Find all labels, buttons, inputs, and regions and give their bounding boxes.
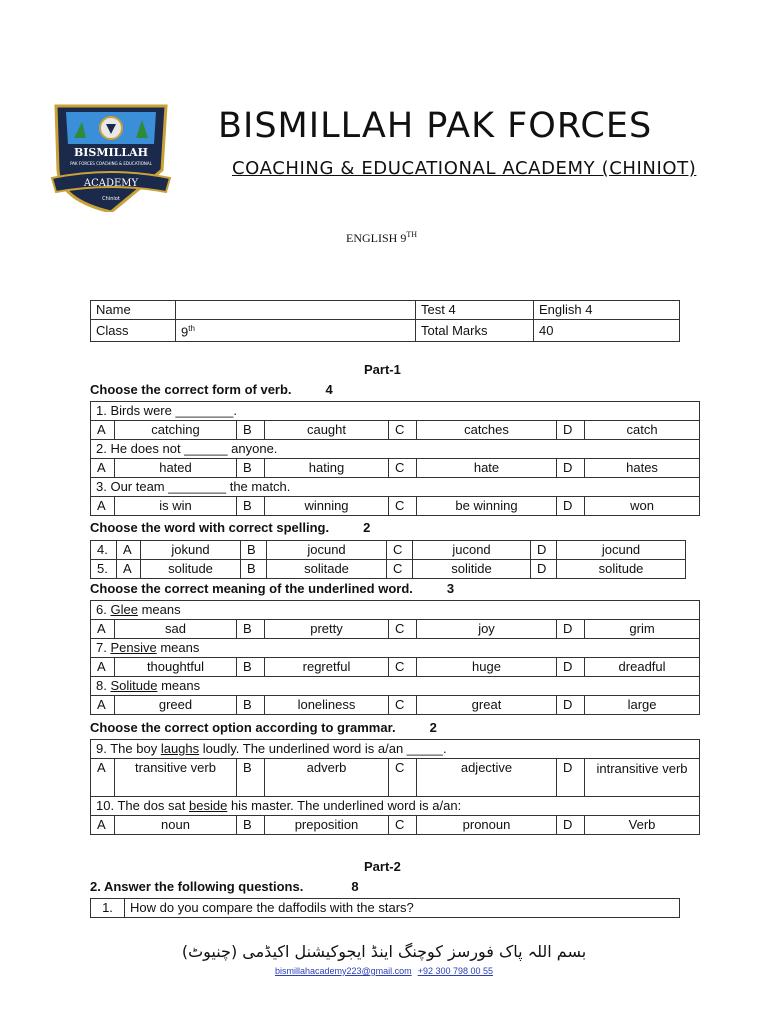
section2-marks: 2 bbox=[363, 520, 371, 535]
option-c[interactable]: hate bbox=[417, 459, 557, 478]
option-b[interactable]: jocund bbox=[267, 541, 387, 560]
question-text: 7. Pensive means bbox=[91, 639, 700, 658]
option-b[interactable]: solitade bbox=[267, 560, 387, 579]
grammar-table bbox=[90, 739, 700, 835]
academy-logo bbox=[50, 100, 172, 212]
options-row: A sad B pretty C joy D grim bbox=[91, 620, 700, 639]
option-b[interactable]: regretful bbox=[265, 658, 389, 677]
section3-heading: Choose the correct meaning of the underlined word. 3 bbox=[90, 581, 455, 596]
question-row bbox=[91, 402, 700, 421]
test-label: Test 4 bbox=[416, 301, 534, 320]
question-text: 6. Glee means bbox=[91, 601, 700, 620]
question-row: 5. A solitude B solitade C solitide D solitude bbox=[91, 560, 686, 579]
footer-urdu-name: بسم اللہ پاک فورسز کوچنگ اینڈ ایجوکیشنل اکیڈمی (چنیوٹ) bbox=[181, 942, 587, 961]
option-c[interactable]: catches bbox=[417, 421, 557, 440]
option-c[interactable]: solitide bbox=[413, 560, 531, 579]
option-a[interactable]: noun bbox=[115, 816, 237, 835]
options-row: A is win B winning C be winning D won bbox=[91, 497, 700, 516]
option-a[interactable]: thoughtful bbox=[115, 658, 237, 677]
option-d[interactable]: catch bbox=[585, 421, 700, 440]
option-a[interactable]: catching bbox=[115, 421, 237, 440]
marks-label: Total Marks bbox=[416, 320, 534, 342]
option-c[interactable]: great bbox=[417, 696, 557, 715]
option-b[interactable]: winning bbox=[265, 497, 389, 516]
class-value: 9th bbox=[176, 320, 416, 342]
name-field[interactable] bbox=[176, 301, 416, 320]
option-d[interactable]: grim bbox=[585, 620, 700, 639]
question-row: 4. A jokund B jocund C jucond D jocund bbox=[91, 541, 686, 560]
question-text: How do you compare the daffodils with the stars? bbox=[125, 899, 680, 918]
question-row bbox=[91, 639, 700, 658]
option-a[interactable]: greed bbox=[115, 696, 237, 715]
class-label: Class bbox=[91, 320, 176, 342]
table-row bbox=[91, 301, 680, 320]
questions-table bbox=[90, 898, 680, 918]
option-c[interactable]: huge bbox=[417, 658, 557, 677]
part1-title: Part-1 bbox=[364, 362, 401, 377]
section4-heading: Choose the correct option according to grammar. 2 bbox=[90, 720, 437, 735]
academy-subtitle: COACHING & EDUCATIONAL ACADEMY (CHINIOT) bbox=[232, 158, 697, 179]
options-row: A hated B hating C hate D hates bbox=[91, 459, 700, 478]
academy-title: BISMILLAH PAK FORCES bbox=[218, 106, 653, 146]
section1-marks: 4 bbox=[325, 382, 333, 397]
subject-text: ENGLISH 9 bbox=[346, 231, 407, 245]
option-b[interactable]: pretty bbox=[265, 620, 389, 639]
footer-contact bbox=[0, 966, 768, 976]
part2-marks: 8 bbox=[351, 879, 359, 894]
question-number: 1. bbox=[91, 899, 125, 918]
question-row bbox=[91, 601, 700, 620]
option-c[interactable]: adjective bbox=[417, 759, 557, 797]
option-c[interactable]: jucond bbox=[413, 541, 531, 560]
question-row bbox=[91, 899, 680, 918]
option-c[interactable]: pronoun bbox=[417, 816, 557, 835]
option-b[interactable]: preposition bbox=[265, 816, 389, 835]
question-row bbox=[91, 440, 700, 459]
option-c[interactable]: joy bbox=[417, 620, 557, 639]
question-row bbox=[91, 740, 700, 759]
spelling-table bbox=[90, 540, 686, 579]
marks-value: 40 bbox=[534, 320, 680, 342]
section2-heading: Choose the word with correct spelling. 2 bbox=[90, 520, 371, 535]
options-row: A thoughtful B regretful C huge D dreadful bbox=[91, 658, 700, 677]
section1-heading: Choose the correct form of verb. 4 bbox=[90, 382, 333, 397]
table-row bbox=[91, 320, 680, 342]
logo-city-text: Chiniot bbox=[102, 196, 120, 202]
subject-title bbox=[346, 230, 417, 246]
options-row: A noun B preposition C pronoun D Verb bbox=[91, 816, 700, 835]
name-label: Name bbox=[91, 301, 176, 320]
option-b[interactable]: loneliness bbox=[265, 696, 389, 715]
meaning-table bbox=[90, 600, 700, 715]
test-value: English 4 bbox=[534, 301, 680, 320]
question-text: 9. The boy laughs loudly. The underlined word is a/an _____. bbox=[91, 740, 700, 759]
option-a[interactable]: jokund bbox=[141, 541, 241, 560]
question-row bbox=[91, 478, 700, 497]
question-text: 2. He does not ______ anyone. bbox=[91, 440, 700, 459]
option-d[interactable]: won bbox=[585, 497, 700, 516]
option-d[interactable]: solitude bbox=[557, 560, 686, 579]
logo-banner-text: ACADEMY bbox=[83, 178, 139, 189]
question-row bbox=[91, 677, 700, 696]
question-text: 3. Our team ________ the match. bbox=[91, 478, 700, 497]
option-d[interactable]: Verb bbox=[585, 816, 700, 835]
options-row: A transitive verb B adverb C adjective D intransitive verb bbox=[91, 759, 700, 797]
option-c[interactable]: be winning bbox=[417, 497, 557, 516]
option-a[interactable]: transitive verb bbox=[115, 759, 237, 797]
option-b[interactable]: adverb bbox=[265, 759, 389, 797]
email-link[interactable]: bismillahacademy223@gmail.com bbox=[274, 966, 412, 976]
options-row: A catching B caught C catches D catch bbox=[91, 421, 700, 440]
option-a[interactable]: solitude bbox=[141, 560, 241, 579]
option-d[interactable]: dreadful bbox=[585, 658, 700, 677]
options-row: A greed B loneliness C great D large bbox=[91, 696, 700, 715]
option-a[interactable]: hated bbox=[115, 459, 237, 478]
verb-form-table bbox=[90, 401, 700, 516]
question-row bbox=[91, 797, 700, 816]
option-d[interactable]: jocund bbox=[557, 541, 686, 560]
option-a[interactable]: sad bbox=[115, 620, 237, 639]
subject-sup: TH bbox=[406, 230, 417, 239]
question-text: 1. Birds were ________. bbox=[91, 402, 700, 421]
option-d[interactable]: intransitive verb bbox=[585, 759, 700, 797]
section4-marks: 2 bbox=[429, 720, 437, 735]
option-a[interactable]: is win bbox=[115, 497, 237, 516]
question-text: 10. The dos sat beside his master. The underlined word is a/an: bbox=[91, 797, 700, 816]
logo-small-text: PAK FORCES COACHING & EDUCATIONAL bbox=[70, 161, 152, 166]
phone-link[interactable]: +92 300 798 00 55 bbox=[417, 966, 494, 976]
part2-title: Part-2 bbox=[364, 859, 401, 874]
option-d[interactable]: large bbox=[585, 696, 700, 715]
option-d[interactable]: hates bbox=[585, 459, 700, 478]
student-info-table bbox=[90, 300, 680, 342]
section3-marks: 3 bbox=[446, 581, 455, 596]
option-b[interactable]: caught bbox=[265, 421, 389, 440]
logo-brand-text: BISMILLAH bbox=[73, 146, 149, 159]
option-b[interactable]: hating bbox=[265, 459, 389, 478]
question-text: 8. Solitude means bbox=[91, 677, 700, 696]
part2-heading: 2. Answer the following questions. 8 bbox=[90, 879, 359, 894]
